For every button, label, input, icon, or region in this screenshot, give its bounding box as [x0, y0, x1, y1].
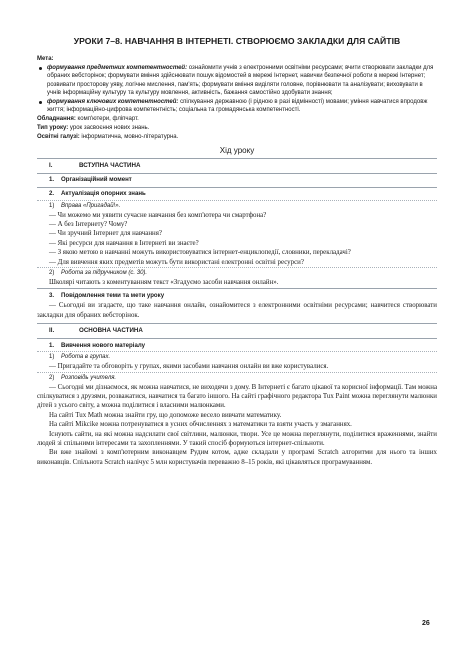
step-recall-exercise-num: 1)	[49, 202, 55, 209]
subsection-organization-title: Організаційний момент	[61, 176, 132, 183]
meta-bullet-key-label: формування ключових компетентностей:	[47, 98, 179, 105]
section-intro	[37, 158, 437, 172]
meta-areas-label: Освітні галузі:	[37, 134, 80, 140]
story-text-5: Ви вже знайомі з комп'ютерним виконавцем Рудим котом, адже складали у програмі Scratch алгоритми для нього та інших виконавців. Спільнота Scratch налічує 5 млн користувачів переважно 8–15 років, які цікавляться програмуванням.	[37, 449, 437, 466]
step-teacher-story-num: 2)	[49, 374, 55, 381]
meta-bullet-subject	[37, 64, 437, 98]
group-paragraph	[37, 362, 437, 371]
step-group-work-title: Робота в групах.	[61, 354, 111, 361]
section-main-title: ОСНОВНА ЧАСТИНА	[79, 327, 143, 335]
subsection-topic-num: 3.	[49, 291, 55, 299]
step-teacher-story	[37, 372, 437, 383]
topic-text: — Сьогодні ви згадаєте, що таке навчання онлайн, ознайомитеся з електронними освітніми ресурсами; навчитеся створювати закладки для обраних вебсторінок.	[37, 302, 437, 319]
meta-equipment-label: Обладнання:	[37, 116, 76, 122]
story-text-1: — Сьогодні ми дізнаємося, як можна навчатися, не виходячи з дому. В Інтернеті є багато цікавої та корисної інформації. Там можна спілкуватися з друзями, розважатися, навчатися та багато іншого. На сайті графічного редактора Tux Paint можна переглянути малюнки дітей з усього світу, а можна поділитися і власними малюнками.	[37, 383, 437, 410]
story-text-2: На сайті Tux Math можна знайти гру, що допоможе весело вивчати математику.	[49, 411, 282, 419]
section-main	[37, 323, 437, 337]
meta-type-label: Тип уроку:	[37, 125, 69, 131]
subsection-actualization	[37, 187, 437, 200]
meta-bullet-key-text: спілкування державною (і рідною в разі відмінності) мовами; уміння навчатися впродовж життя; інформаційно-цифрова компетентність; соціальна та громадянська компетентності.	[47, 98, 428, 113]
subsection-topic	[37, 288, 437, 301]
subsection-actualization-title: Актуалізація опорних знань	[61, 190, 146, 197]
meta-equipment-text: комп'ютери, фліпчарт.	[75, 116, 139, 122]
subsection-organization	[37, 173, 437, 186]
section-intro-num: I.	[49, 161, 53, 169]
section-intro-title: ВСТУПНА ЧАСТИНА	[79, 161, 141, 169]
subsection-actualization-num: 2.	[49, 190, 55, 197]
textbook-paragraph	[37, 278, 437, 287]
recall-questions	[37, 211, 437, 267]
meta-label: Мета:	[37, 56, 54, 62]
question-2: — А без Інтернету? Чому?	[49, 220, 128, 228]
textbook-text: Школярі читають з коментуванням текст «Згадуємо засоби навчання онлайн».	[49, 278, 279, 286]
story-text-3: На сайті Mikcike можна потренуватися в усних обчисленнях з математики та взяти участь у змаганнях.	[49, 421, 352, 429]
step-recall-exercise-title: Вправа «Пригадай!».	[61, 202, 121, 209]
subsection-topic-title: Повідомлення теми та мети уроку	[61, 291, 165, 299]
question-3: — Чи зручний Інтернет для навчання?	[49, 230, 162, 238]
subsection-new-material-title: Вивчення нового матеріалу	[61, 341, 146, 349]
group-text: — Пригадайте та обговоріть у групах, якими засобами навчання онлайн ви вже користувалися.	[49, 363, 329, 371]
lesson-meta	[37, 55, 437, 142]
question-1: — Чи можемо ми уявити сучасне навчання без комп'ютера чи смартфона?	[49, 211, 267, 219]
step-textbook-work	[37, 267, 437, 278]
meta-bullet-key	[37, 98, 437, 115]
lesson-title: УРОКИ 7–8. НАВЧАННЯ В ІНТЕРНЕТІ. СТВОРЮЄМО ЗАКЛАДКИ ДЛЯ САЙТІВ	[73, 36, 401, 46]
meta-type	[37, 124, 437, 133]
question-4: — Які ресурси для навчання в Інтернеті ви знаєте?	[49, 239, 199, 247]
story-paragraphs	[37, 383, 437, 468]
meta-areas-text: інформатична, мовно-літературна.	[79, 134, 179, 140]
step-group-work	[37, 351, 437, 362]
step-recall-exercise	[37, 200, 437, 211]
meta-bullet-subject-text: ознайомити учнів з електронними освітніми ресурсами; вчити створювати закладки для обраних вебсторінок; формувати вміння здійснювати пошук відомостей в мережі Інтернет, навички безпечної роботи в мережі Інтернет; розвивати просторову уяву, логічне мислення, пам'ять; формувати вміння виділяти головне, порівнювати та аналізувати; виховувати в учнів інформаційну культуру та культуру мовлення, активність, бажання самостійно здобувати знання;	[47, 64, 434, 96]
meta-equipment	[37, 115, 437, 124]
meta-bullet-subject-label: формування предметних компетентностей:	[47, 64, 188, 71]
question-5: — З якою метою в навчанні можуть використовуватися інтернет-енциклопедії, словники, перекладачі?	[49, 249, 351, 257]
question-6: — Для вивчення яких предметів можуть бути використані електронні освітні ресурси?	[49, 258, 304, 266]
topic-paragraph	[37, 301, 437, 320]
lesson-course-heading: Хід уроку	[219, 145, 255, 155]
meta-areas	[37, 133, 437, 142]
subsection-new-material-num: 1.	[49, 341, 55, 349]
step-textbook-work-title: Робота за підручником (с. 30).	[61, 269, 148, 276]
step-textbook-work-num: 2)	[49, 269, 55, 276]
subsection-organization-num: 1.	[49, 176, 55, 183]
subsection-new-material	[37, 338, 437, 351]
page-number: 26	[422, 620, 430, 627]
document-page	[37, 36, 437, 467]
meta-type-text: урок засвоєння нових знань.	[68, 125, 150, 131]
step-teacher-story-title: Розповідь учителя.	[61, 374, 117, 381]
section-main-num: II.	[49, 327, 55, 335]
step-group-work-num: 1)	[49, 354, 55, 361]
story-text-4: Існують сайти, на які можна надсилати свої світлини, малюнки, твори. Усе це можна переглянути, поділитися враженнями, знайти людей зі спільними інтересами та захопленнями. У такий спосіб формуються інтернет-спільноти.	[37, 430, 437, 447]
